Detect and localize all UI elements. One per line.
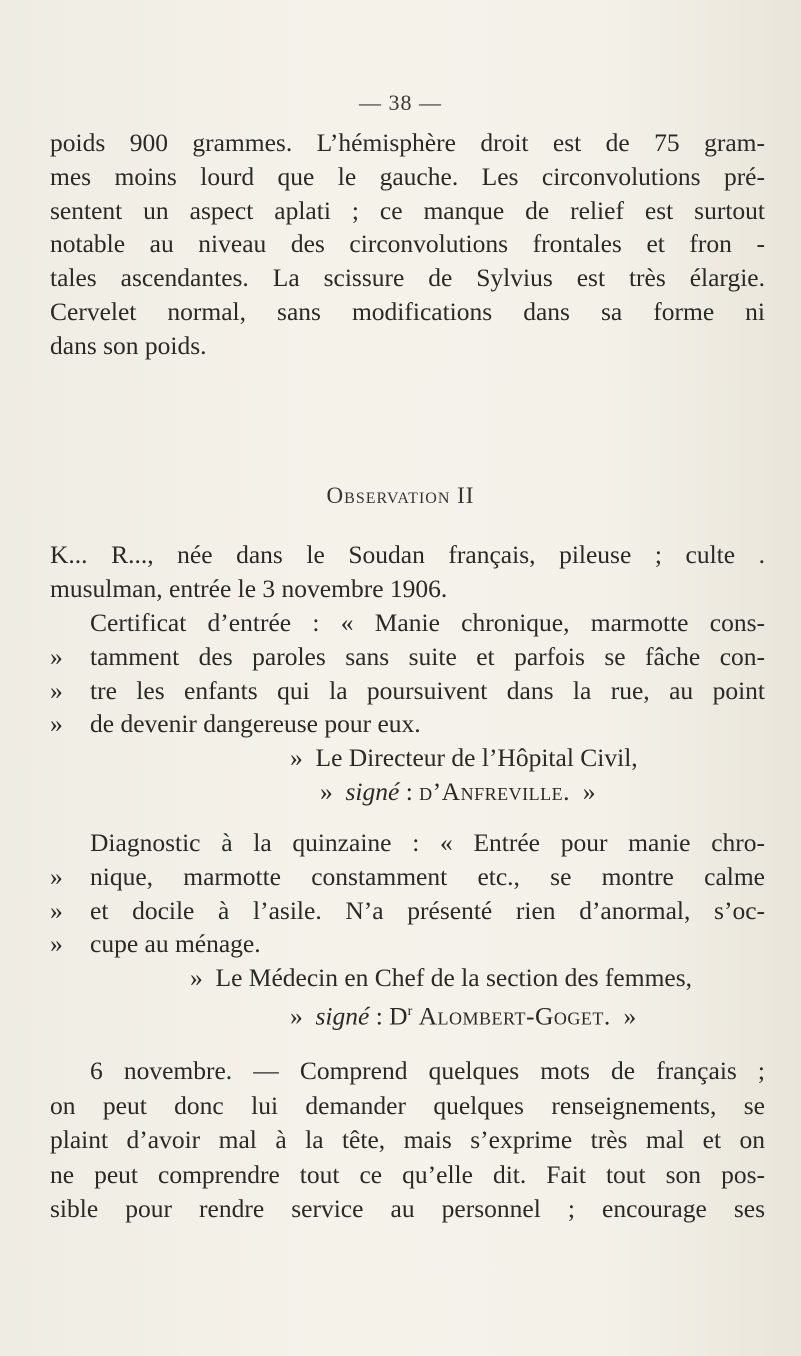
text-line: » tre les enfants qui la poursuivent dans la rue, au point <box>50 675 765 705</box>
text-line: sentent un aspect aplati ; ce manque de relief est surtout <box>50 195 765 225</box>
text-line: musulman, entrée le 3 novembre 1906. <box>50 573 448 603</box>
doctor-signature-line: » signé : $D^r$ Alombert-Goget. » <box>290 1001 637 1031</box>
text-line: ne peut comprendre tout ce qu’elle dit. Fait tout son pos- <box>50 1159 765 1189</box>
text-line: sible pour rendre service au personnel ; encourage ses <box>50 1194 765 1224</box>
text-line: » cupe au ménage. <box>50 929 261 959</box>
text-line: notable au niveau des circonvolutions frontales et fron - <box>50 229 765 259</box>
page-number: — 38 — <box>359 90 442 115</box>
text-line: » de devenir dangereuse pour eux. <box>50 709 421 739</box>
text-line: 6 novembre. — Comprend quelques mots de français ; <box>90 1056 765 1085</box>
text-line: Certificat d’entrée : « Manie chronique, marmotte cons- <box>90 608 765 637</box>
text-line: plaint d’avoir mal à la tête, mais s’exprime très mal et on <box>50 1125 765 1155</box>
text-line: mes moins lourd que le gauche. Les circonvolutions pré- <box>50 161 765 191</box>
text-line: on peut donc lui demander quelques renseignements, se <box>50 1090 765 1120</box>
paragraph-brain-description <box>50 126 765 363</box>
doctor-title-line: » Le Médecin en Chef de la section des femmes, <box>190 963 693 993</box>
patient-intro <box>50 538 765 606</box>
text-line: tales ascendantes. La scissure de Sylvius est très élargie. <box>50 263 765 293</box>
text-line: Diagnostic à la quinzaine : « Entrée pour manie chro- <box>90 828 765 857</box>
text-line: Cervelet normal, sans modifications dans sa forme ni <box>50 296 765 326</box>
observation-heading: Observation II <box>326 483 475 508</box>
paragraph-november-6 <box>50 1054 765 1227</box>
text-line: K... R..., née dans le Soudan français, pileuse ; culte . <box>50 540 765 569</box>
director-signature-line: » signé : d’Anfreville. » <box>320 776 596 806</box>
text-line: dans son poids. <box>50 330 207 360</box>
text-line: poids 900 grammes. L’hémisphère droit est de 75 gram- <box>50 128 765 157</box>
text-line: » nique, marmotte constamment etc., se montre calme <box>50 861 765 891</box>
text-line: » et docile à l’asile. N’a présenté rien d’anormal, s’oc- <box>50 895 765 925</box>
two-week-diagnostic <box>50 826 765 1033</box>
entry-certificate <box>50 606 765 809</box>
director-title-line: » Le Directeur de l’Hôpital Civil, <box>290 743 638 773</box>
text-line: » tamment des paroles sans suite et parfois se fâche con- <box>50 641 765 671</box>
